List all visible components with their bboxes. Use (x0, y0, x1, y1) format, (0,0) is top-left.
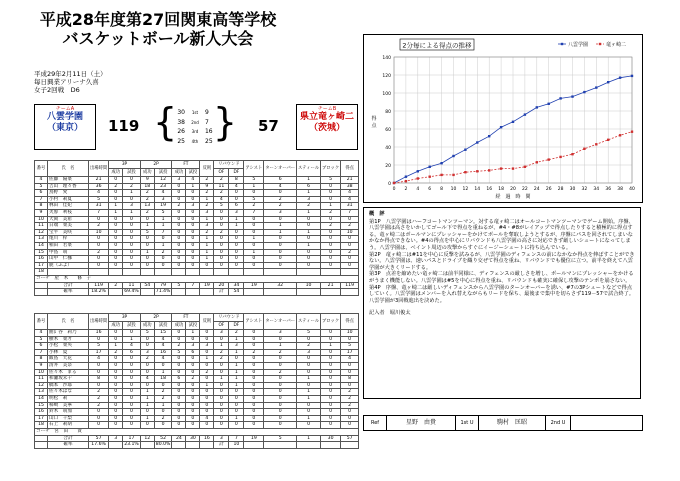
player-row: 12 橋本 沙耶 0 0 0 0 0 0 0 1 0 1 0 0 0 0 0 (35, 382, 359, 389)
commentary-author: 記入者 堀川俊太 (369, 310, 411, 317)
x-tick-label: 8 (440, 187, 444, 192)
player-row: 18 石上 莉胡 0 0 0 0 0 0 0 0 0 0 0 0 0 0 0 (35, 422, 359, 429)
col-to: ターンオーバー (264, 314, 297, 330)
x-tick-label: 28 (557, 187, 564, 192)
quarter-a-score: 26 (177, 128, 185, 135)
player-row: 4 佐藤 陽菜 21 0 0 9 12 3 4 2 2 8 5 6 1 5 21 (35, 177, 359, 184)
team-b-point (631, 131, 633, 133)
player-row: 10 大岡 美希 0 0 0 0 1 0 0 1 0 1 0 0 0 0 0 (35, 216, 359, 223)
commentary-para-2: 第2P 竜ヶ崎二は#11を中心に反撃を試みるが、八雲学園のディフェンスの前になかなか得点を伸ばすことができない。八雲学園は、速いパスとドライブを織り交ぜて得点を重ね、リバウンドでも優位に立つ。前半を終えて八雲学園が大きくリードする。 (369, 251, 635, 271)
player-row: 15 柿崎 美寧 2 0 0 1 1 0 0 0 0 0 0 0 0 0 2 (35, 402, 359, 409)
umpire-2-name (571, 416, 642, 430)
team-b-point (429, 176, 431, 178)
team-b-point (571, 153, 573, 155)
col-as: アシスト (244, 161, 264, 177)
team-b-label: チームB (317, 106, 337, 112)
team-b-point (500, 167, 502, 169)
col-bs: ブロック (321, 314, 341, 330)
player-row: 6 小松 菜央 5 1 4 0 4 2 3 3 1 3 0 1 2 1 5 (35, 343, 359, 350)
col-foul: 反則 (200, 161, 214, 177)
left-brace: { (153, 100, 178, 144)
score-progress-chart (363, 34, 643, 203)
player-row: 11 日端 菜美 2 0 0 1 1 0 0 3 0 1 0 1 0 2 2 (35, 223, 359, 230)
player-row: 8 飯島 天花 4 0 0 2 4 0 0 1 2 0 0 0 0 0 4 (35, 356, 359, 363)
commentary-para-3: 第3P 点差を縮めたい竜ヶ崎二は前半同様に、ディフェンスの厳しさを増し、ボールマンにプレッシャーをかけるがうまく機能しない。八雲学園は#5を中心に得点を重ね、リバウンドも確実に確保し攻撃のテンポを崩さない。 (369, 271, 634, 284)
player-row: 13 尾川 梓 0 0 0 0 0 0 0 1 0 0 1 0 0 0 0 (35, 236, 359, 243)
col-to: ターンオーバー (264, 161, 297, 177)
team-a-point (452, 155, 454, 157)
quarter-label: 3rd (191, 129, 199, 134)
col-pts: 得点 (341, 161, 359, 177)
stats-header-row (35, 314, 359, 322)
x-tick-label: 16 (486, 187, 493, 192)
quarter-a-score: 25 (177, 137, 185, 145)
umpire-1-label: 1st U (456, 416, 479, 430)
team-a-point (631, 75, 633, 77)
officials-bar (363, 415, 643, 431)
x-tick-label: 6 (428, 187, 432, 192)
game-round: 女子2回戦 D6 (34, 86, 80, 94)
y-tick-label: 0 (388, 182, 391, 187)
team-b-point (583, 148, 585, 150)
team-a-point (464, 149, 466, 151)
team-b-point (440, 174, 442, 176)
x-tick-label: 10 (450, 187, 457, 192)
y-axis-label: 点 (371, 123, 377, 129)
quarter-label: 4th (191, 138, 199, 144)
player-row: 7 小林 夏 17 2 6 3 16 5 6 0 2 1 2 2 3 0 17 (35, 349, 359, 356)
team-a-name: 八雲学園 (46, 112, 83, 122)
team-b-name: 県立竜ヶ崎二 (299, 112, 354, 122)
team-a-point (429, 166, 431, 168)
player-row: 6 鳥野 愛 4 0 1 2 4 0 0 2 2 0 0 0 1 0 4 (35, 190, 359, 197)
col-no: 番号 (35, 161, 48, 177)
team-b-score: 57 (258, 117, 279, 135)
col-min: 出場時間 (89, 314, 109, 330)
commentary-heading: 概 評 (369, 211, 385, 217)
quarter-b-score: 9 (204, 109, 209, 116)
col-pts: 得点 (341, 314, 359, 330)
quarter-a-score: 38 (177, 118, 185, 126)
col-as: アシスト (244, 314, 264, 330)
y-tick-label: 20 (385, 164, 391, 169)
game-venue: 毎日興業アリーナ久喜 (34, 78, 99, 86)
team-b-point (536, 161, 538, 163)
team-a-point (417, 170, 419, 172)
col-3p: 3P (109, 314, 141, 322)
x-tick-label: 26 (545, 187, 552, 192)
col-2p: 2P (140, 314, 172, 322)
team-a-point (524, 113, 526, 115)
umpire-2-label: 2nd U (546, 416, 571, 430)
x-tick-label: 14 (474, 187, 481, 192)
title-line-2: バスケットボール新人大会 (62, 29, 254, 48)
stats-subheader-row: 成功 試投 成功 試投 成功 試投 OF DF (35, 322, 359, 330)
team-b-point (524, 166, 526, 168)
quarter-label: 2nd (191, 119, 199, 125)
col-reb: リバウンド (214, 314, 244, 322)
chart-title: 2分毎による得点の推移 (402, 41, 472, 50)
x-tick-label: 18 (498, 187, 504, 192)
player-row: 10 佐々木 まる 0 0 0 0 1 0 0 2 0 1 0 2 0 0 0 (35, 369, 359, 376)
team-a-point (500, 126, 502, 128)
player-row: 18 (35, 269, 359, 276)
col-st: スティール (297, 314, 321, 330)
player-row: 12 宝平 美咲 10 0 0 5 7 0 0 2 2 0 0 1 1 0 10 (35, 229, 359, 236)
quarter-scores (153, 100, 237, 148)
col-2p: 2P (140, 161, 172, 169)
team-b-point (405, 180, 407, 182)
player-row: 16 鈴木 萌加 0 0 0 0 0 0 0 0 0 0 0 0 0 0 0 (35, 409, 359, 416)
x-tick-label: 34 (593, 187, 600, 192)
team-b-region: （茨城） (308, 123, 345, 133)
col-name: 氏 名 (48, 314, 89, 330)
quarter-row (171, 108, 219, 118)
legend-label: 八雲学園 (568, 42, 589, 48)
team-a-point (559, 97, 561, 99)
col-bs: ブロック (321, 161, 341, 177)
team-a-point (440, 162, 442, 164)
quarter-b-score: 7 (205, 118, 209, 126)
team-a-stats (34, 160, 359, 296)
team-b-point (452, 174, 454, 176)
x-tick-label: 38 (617, 187, 623, 192)
col-no: 番号 (35, 314, 48, 330)
chart-svg (364, 35, 642, 202)
x-tick-label: 4 (416, 187, 420, 192)
quarter-row (171, 118, 219, 128)
summary-row: 確率 18.2% 69.4% 71.4% 計 54 (35, 289, 359, 296)
col-name: 氏 名 (48, 161, 89, 177)
player-row: 14 相田 若菜 0 0 0 0 1 0 0 1 0 0 0 0 1 0 0 (35, 242, 359, 249)
team-a-point (619, 77, 621, 79)
commentary-para-1: 第1P 八雲学園はハーフコートマンツーマン。対する竜ヶ崎二はオールコートマンツーマンでゲーム開始。序盤、八雲学園は高さをいかしてゴール下で得点を重ねるが、#4・#8がレイアップで得点したりすると積極的に得点する。竜ヶ崎二はボールマンにプレッシャーをかけてボールを奪取しようとするが、序盤にパスを回されてしまいなかなか得点できない。#4の得点を中心にリバウンドも八雲学園の高さに対応できず厳しいシュートになってしまう。八雲学園は、ベイント周辺の攻撃からすぐにイージーシュートに持ち込んでいる。 (369, 218, 634, 251)
player-row: 9 芙蓉 利枝 7 1 1 2 5 0 0 3 0 3 7 3 1 2 7 (35, 209, 359, 216)
x-tick-label: 22 (522, 187, 528, 192)
quarter-b-score: 16 (204, 128, 213, 135)
team-a-point (476, 141, 478, 143)
team-b-point (595, 143, 597, 145)
player-row: 13 佐々木はな 2 0 0 1 2 0 0 0 0 0 0 0 1 0 2 (35, 389, 359, 396)
team-a-score: 119 (108, 117, 140, 135)
team-a-point (571, 95, 573, 97)
col-ft: FT (172, 161, 200, 169)
col-foul: 反則 (200, 314, 214, 330)
legend-marker (561, 43, 563, 45)
legend-label: 竜ヶ崎二 (606, 42, 627, 48)
team-b-point (393, 182, 395, 184)
stats-subheader-row: 成功 試投 成功 試投 成功 試投 OF DF (35, 169, 359, 177)
team-b-point (488, 169, 490, 171)
x-tick-label: 12 (462, 187, 469, 192)
summary-row: 合計 119 2 11 54 79 5 7 19 20 34 19 32 10 21 119 (35, 282, 359, 289)
team-a-label: チームA (55, 106, 75, 112)
summary-row: 合計 57 3 17 12 52 24 30 16 3 7 19 5 1 30 57 (35, 435, 359, 442)
quarter-b-score: 25 (205, 137, 213, 145)
y-tick-label: 40 (385, 146, 391, 151)
x-tick-label: 2 (404, 187, 408, 192)
team-b-point (619, 134, 621, 136)
ref-label: Ref (364, 416, 387, 430)
title-line-1: 平成28年度第27回関東高等学校 (39, 10, 277, 29)
umpire-1-name: 駒村 匡昭 (479, 416, 546, 430)
team-a-region: （東京） (46, 123, 83, 133)
player-row: 9 清井 美奈 0 0 0 0 0 0 0 0 0 1 0 0 0 0 0 (35, 362, 359, 369)
quarter-row (171, 137, 219, 147)
team-a-box (34, 104, 96, 150)
team-a-point (583, 91, 585, 93)
right-brace: } (212, 100, 237, 144)
commentary-para-4: 第4P 序盤、竜ヶ崎二は厳しいディフェンスから八雲学園のターンオーバーを誘い、#7の3Pシュートなどで得点していく。八雲学園はメンバーを入れ替えながらもリードを保ち、最後まで集中を切らさず119－57で試合終了。八雲学園が3回戦進出を決めた。 (369, 284, 635, 304)
quarter-label: 1st (191, 110, 199, 115)
team-b-point (559, 156, 561, 158)
team-b-box (296, 104, 358, 150)
y-tick-label: 80 (385, 110, 391, 115)
player-row: 17 鹿（ふよ） 0 0 0 0 0 0 0 0 0 0 0 0 0 0 0 (35, 262, 359, 269)
team-b-stats (34, 313, 359, 449)
x-tick-label: 0 (392, 187, 396, 192)
player-row: 5 吉山 理々香 36 2 2 18 23 0 1 9 11 4 1 4 6 0 38 (35, 183, 359, 190)
team-b-point (512, 167, 514, 169)
y-tick-label: 120 (382, 74, 391, 79)
team-a-point (512, 121, 514, 123)
team-b-point (464, 171, 466, 173)
col-3p: 3P (109, 161, 141, 169)
player-row: 17 山口 千梨 0 0 0 1 2 0 0 4 0 1 0 0 1 0 0 (35, 415, 359, 422)
quarter-a-score: 30 (177, 109, 185, 116)
y-tick-label: 60 (385, 128, 391, 133)
ref-name: 星野 由貴 (387, 416, 456, 430)
player-row: 7 小村 莉夏 5 0 0 2 3 0 0 1 4 0 5 2 3 0 4 (35, 196, 359, 203)
coach-row: コーチ 屋 木 修 子 (35, 275, 359, 282)
player-row: 5 横木 菜才 0 0 1 0 4 0 0 0 0 1 0 0 0 0 0 (35, 336, 359, 343)
team-b-point (548, 158, 550, 160)
team-a-point (488, 135, 490, 137)
y-tick-label: 140 (382, 56, 391, 61)
team-b-point (417, 177, 419, 179)
x-tick-label: 30 (569, 187, 576, 192)
x-tick-label: 32 (581, 187, 588, 192)
team-b-point (607, 139, 609, 141)
stats-header-row (35, 161, 359, 169)
col-st: スティール (297, 161, 321, 177)
page-title (18, 10, 298, 48)
player-row: 15 中島 萌 2 0 0 1 2 0 0 1 0 0 1 0 0 0 2 (35, 249, 359, 256)
game-date: 平成29年2月11日（土） (34, 70, 107, 78)
team-a-point (595, 86, 597, 88)
game-commentary (363, 207, 641, 399)
team-a-point (548, 103, 550, 105)
x-tick-label: 40 (629, 187, 635, 192)
player-row: 14 明松 莉 2 0 0 1 2 0 0 0 0 0 0 0 1 0 2 (35, 395, 359, 402)
y-axis-label: 得 (371, 116, 377, 122)
team-b-point (476, 170, 478, 172)
player-row: 4 曲阝谷 莉乃 16 0 0 5 15 0 1 0 3 2 0 3 5 0 10 (35, 330, 359, 337)
game-info (34, 70, 107, 94)
team-a-point (405, 176, 407, 178)
legend-marker (599, 43, 601, 45)
player-row: 8 林田 佳妃 31 1 3 13 19 2 3 2 5 6 2 2 2 1 31 (35, 203, 359, 210)
x-axis-label: 経 過 時 間 (495, 194, 531, 200)
team-a-point (607, 81, 609, 83)
quarter-row (171, 127, 219, 137)
x-tick-label: 36 (605, 187, 612, 192)
summary-row: 確率 17.6% 23.1% 80.0% 計 10 (35, 442, 359, 449)
player-row: 11 和瀬坂未千 8 0 0 4 18 6 2 0 1 1 0 0 1 0 8 (35, 376, 359, 383)
player-row: 16 山中 仁梛 0 0 0 0 0 0 0 1 0 0 0 0 0 0 0 (35, 256, 359, 263)
coach-row: コーチ 宮 田 貴 (35, 428, 359, 435)
x-tick-label: 20 (510, 187, 516, 192)
y-tick-label: 100 (382, 92, 391, 97)
team-a-point (536, 106, 538, 108)
col-min: 出場時間 (89, 161, 109, 177)
x-tick-label: 24 (533, 187, 540, 192)
col-ft: FT (172, 314, 200, 322)
col-reb: リバウンド (214, 161, 244, 169)
